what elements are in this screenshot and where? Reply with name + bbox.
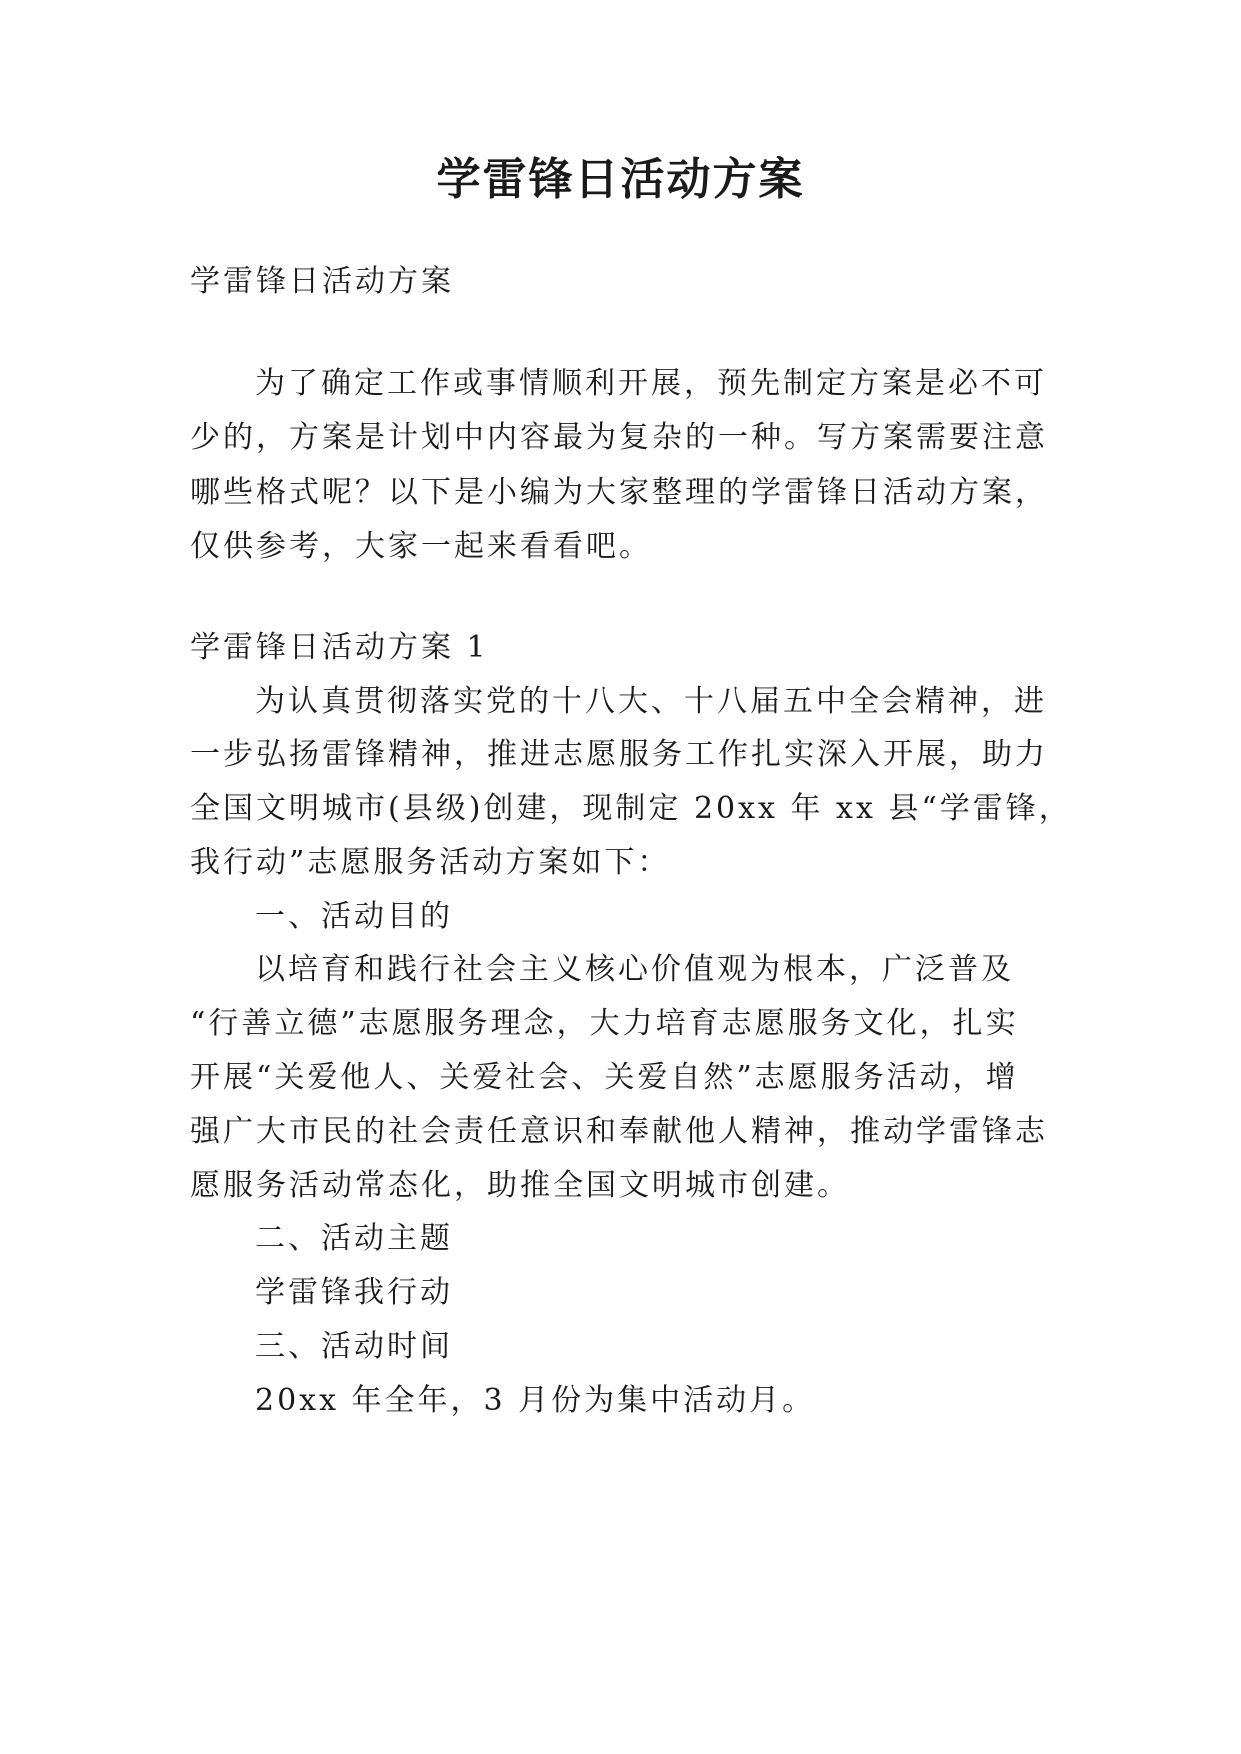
heading-purpose: 一、活动目的	[255, 899, 453, 934]
heading-time: 三、活动时间	[255, 1329, 453, 1364]
section-intro-line: 全国文明城市(县级)创建，现制定 20xx 年 xx 县“学雷锋，	[190, 791, 1072, 826]
intro-line: 哪些格式呢？以下是小编为大家整理的学雷锋日活动方案，	[190, 475, 1048, 510]
heading-theme: 二、活动主题	[255, 1221, 453, 1256]
purpose-line: “行善立德”志愿服务理念，大力培育志愿服务文化，扎实	[190, 1006, 1019, 1041]
document-subtitle: 学雷锋日活动方案	[190, 264, 454, 299]
intro-line: 少的，方案是计划中内容最为复杂的一种。写方案需要注意	[190, 420, 1048, 455]
section-heading: 学雷锋日活动方案 1	[190, 630, 489, 665]
purpose-line: 强广大市民的社会责任意识和奉献他人精神，推动学雷锋志	[190, 1114, 1048, 1149]
section-intro-line: 我行动”志愿服务活动方案如下：	[190, 845, 671, 880]
time-text: 20xx 年全年，3 月份为集中活动月。	[255, 1383, 816, 1418]
intro-line: 为了确定工作或事情顺利开展，预先制定方案是必不可	[255, 366, 1047, 401]
document-title: 学雷锋日活动方案	[436, 154, 805, 205]
section-intro-line: 一步弘扬雷锋精神，推进志愿服务工作扎实深入开展，助力	[190, 737, 1048, 772]
section-intro-line: 为认真贯彻落实党的十八大、十八届五中全会精神，进	[255, 684, 1047, 719]
purpose-line: 以培育和践行社会主义核心价值观为根本，广泛普及	[255, 952, 1014, 987]
theme-text: 学雷锋我行动	[255, 1275, 453, 1310]
purpose-line: 愿服务活动常态化，助推全国文明城市创建。	[190, 1168, 850, 1203]
intro-line: 仅供参考，大家一起来看看吧。	[190, 529, 652, 564]
purpose-line: 开展“关爱他人、关爱社会、关爱自然”志愿服务活动，增	[190, 1060, 1019, 1095]
